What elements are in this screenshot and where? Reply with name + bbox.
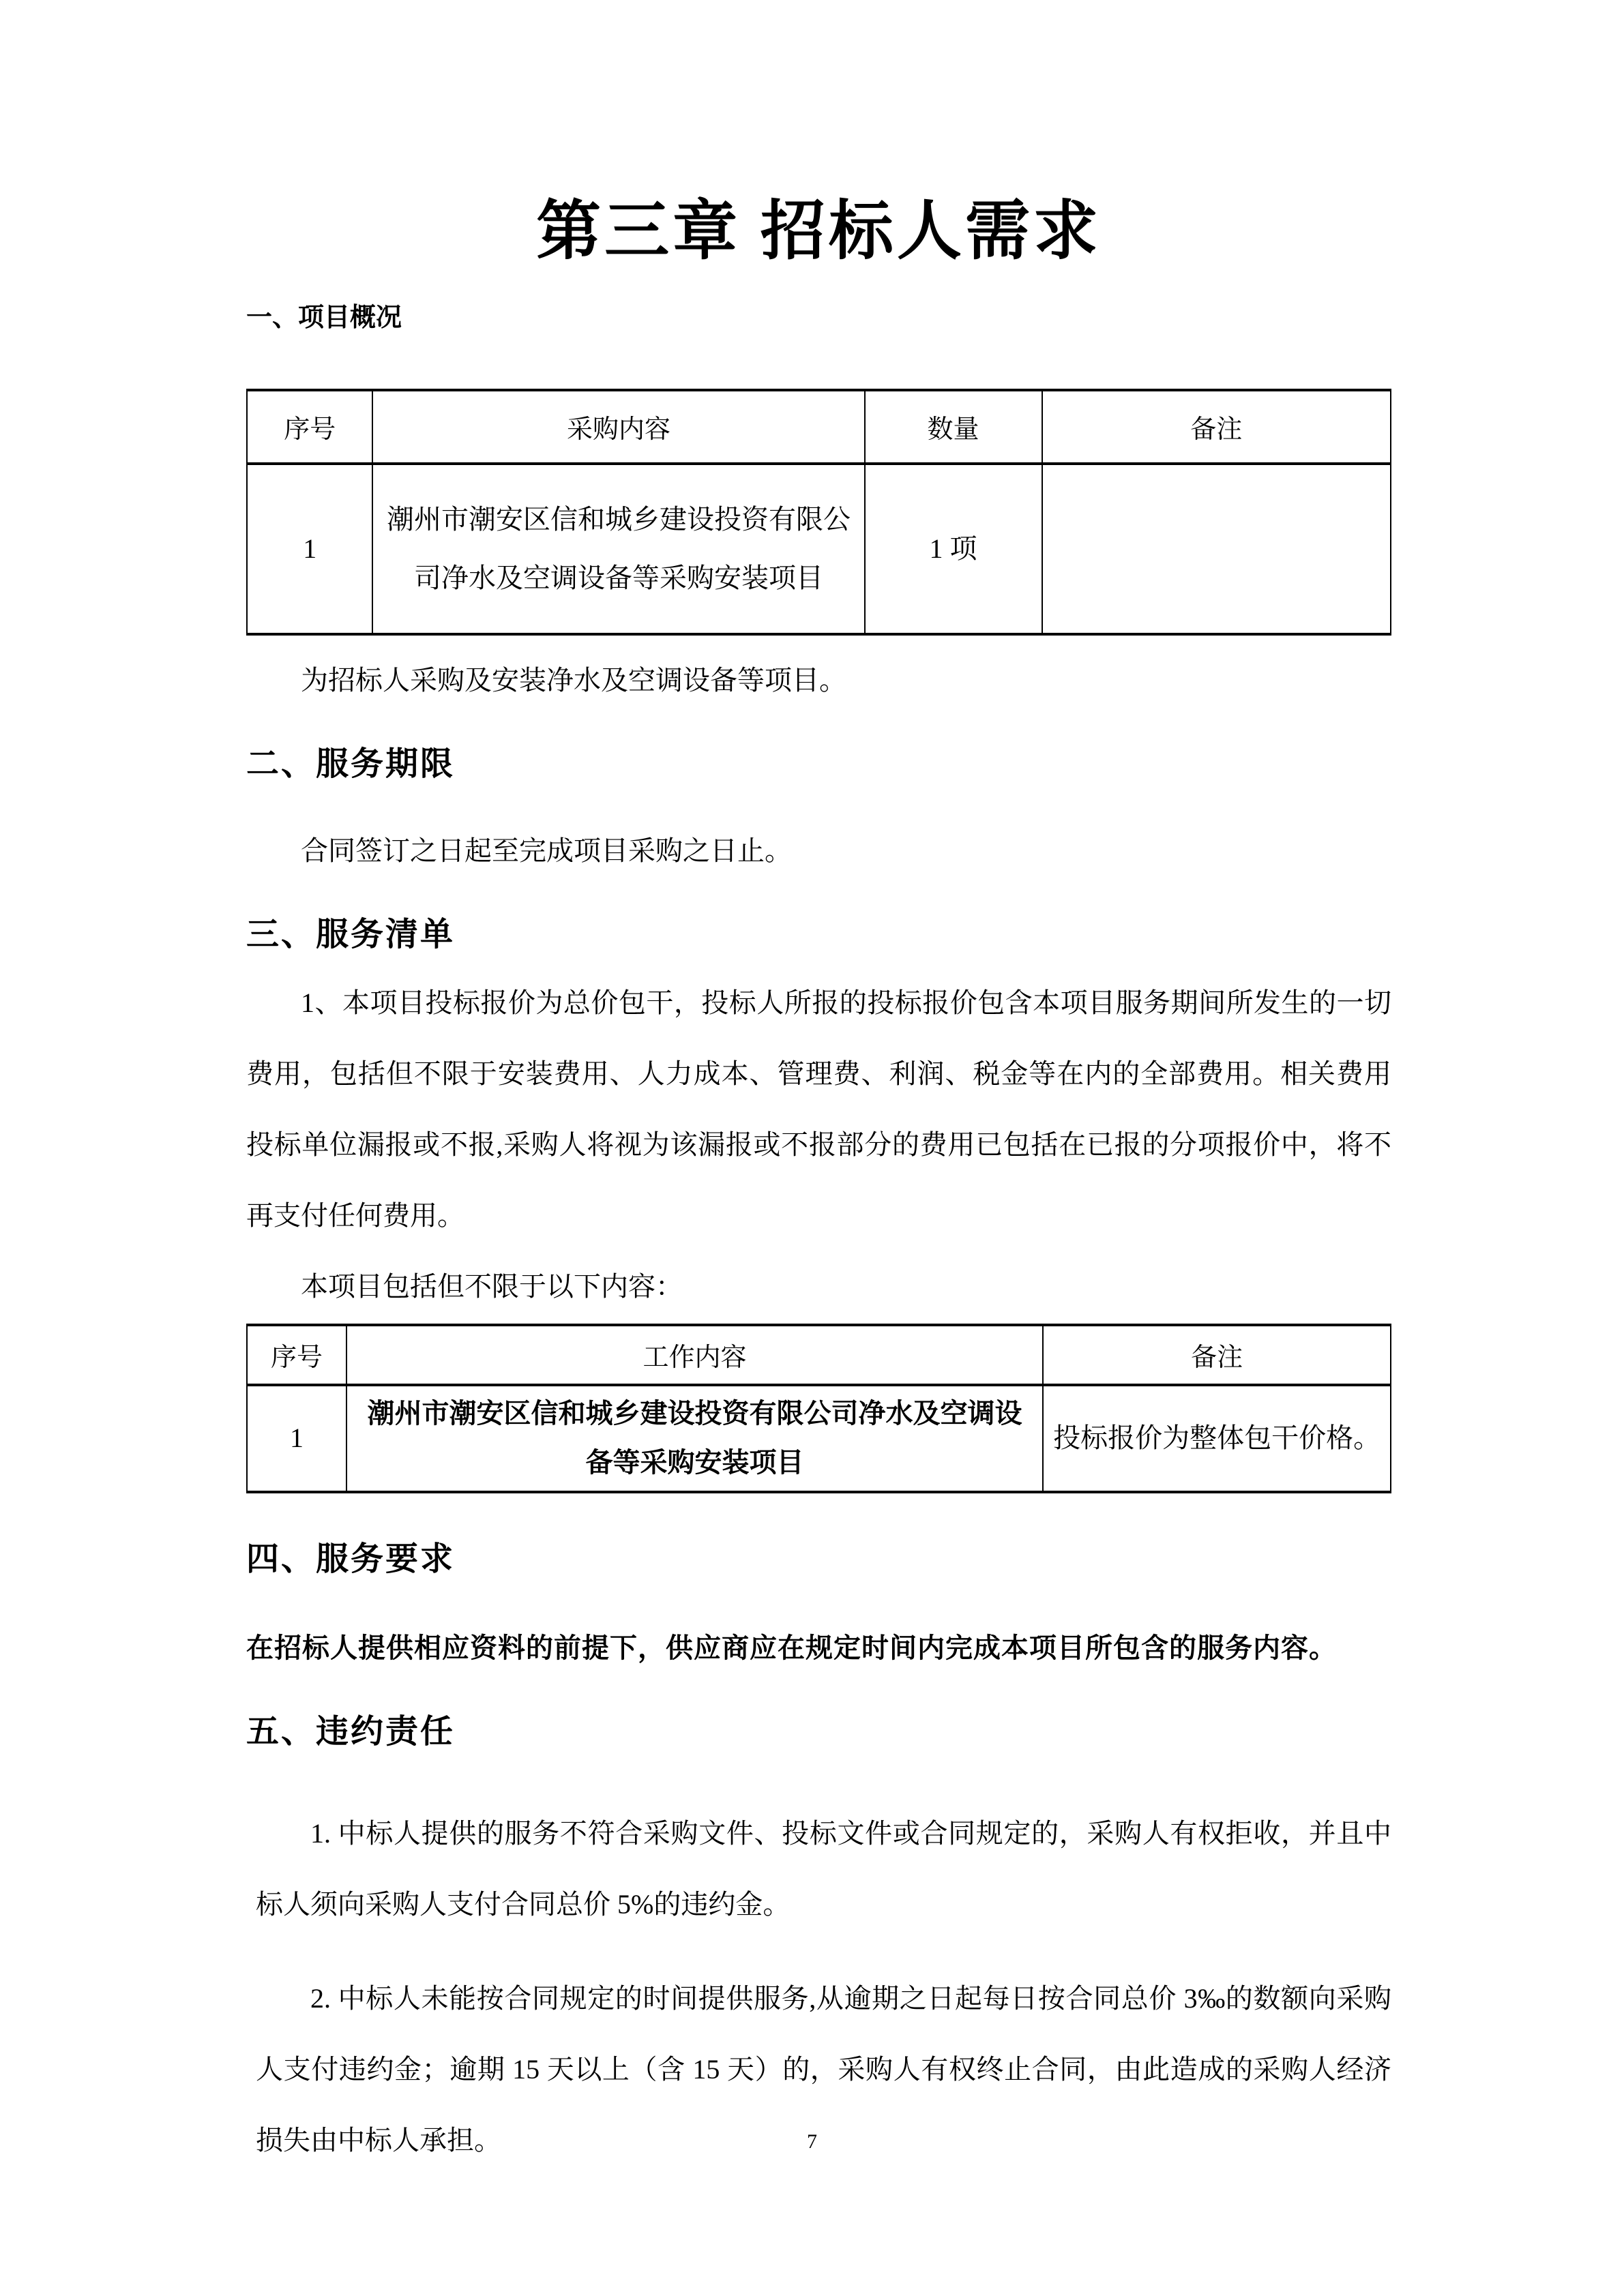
procurement-overview-table bbox=[246, 389, 1391, 636]
section-5-paragraph-1: 1. 中标人提供的服务不符合采购文件、投标文件或合同规定的，采购人有权拒收，并且中标人须向采购人支付合同总价 5%的违约金。 bbox=[256, 1817, 1391, 1920]
section-1-heading: 一、项目概况 bbox=[246, 303, 402, 333]
procurement-overview-table-header bbox=[247, 390, 1391, 464]
section-3-heading: 三、服务清单 bbox=[246, 916, 456, 953]
table-header-row bbox=[247, 390, 1391, 464]
cell-remark bbox=[1042, 464, 1391, 634]
section-2-body: 合同签订之日起至完成项目采购之日止。 bbox=[301, 835, 792, 867]
table-header-row bbox=[247, 1325, 1391, 1385]
work-content-table-header bbox=[247, 1325, 1391, 1385]
section-5-heading: 五、违约责任 bbox=[246, 1713, 456, 1750]
col-header-remark: 备注 bbox=[1042, 390, 1391, 464]
section-3-paragraph-1: 1、本项目投标报价为总价包干，投标人所报的投标报价包含本项目服务期间所发生的一切费用，包括但不限于安装费用、人力成本、管理费、利润、税金等在内的全部费用。相关费用投标单位漏报或不报,采购人将视为该漏报或不报部分的费用已包括在已报的分项报价中，将不再支付任何费用。 bbox=[246, 987, 1391, 1231]
section-5-paragraph-2: 2. 中标人未能按合同规定的时间提供服务,从逾期之日起每日按合同总价 3‰的数额向采购人支付违约金；逾期 15 天以上（含 15 天）的，采购人有权终止合同，由此造成的采购人经济损失由中标人承担。 bbox=[256, 1982, 1391, 2156]
col-header-work-content: 工作内容 bbox=[346, 1325, 1043, 1385]
cell-work-content: 潮州市潮安区信和城乡建设投资有限公司净水及空调设备等采购安装项目 bbox=[346, 1385, 1043, 1493]
page-number: 7 bbox=[807, 2130, 817, 2153]
chapter-title: 第三章 招标人需求 bbox=[536, 195, 1102, 267]
col-header-procurement-content: 采购内容 bbox=[372, 390, 864, 464]
work-content-table bbox=[246, 1324, 1391, 1494]
cell-seq: 1 bbox=[247, 1385, 346, 1493]
cell-seq: 1 bbox=[247, 464, 372, 634]
section-1-note: 为招标人采购及安装净水及空调设备等项目。 bbox=[301, 664, 846, 696]
cell-quantity: 1 项 bbox=[865, 464, 1042, 634]
section-2-heading: 二、服务期限 bbox=[246, 745, 456, 782]
cell-procurement-content: 潮州市潮安区信和城乡建设投资有限公司净水及空调设备等采购安装项目 bbox=[372, 464, 864, 634]
section-3-paragraph-2: 本项目包括但不限于以下内容： bbox=[301, 1270, 683, 1302]
col-header-quantity: 数量 bbox=[865, 390, 1042, 464]
cell-remark: 投标报价为整体包干价格。 bbox=[1043, 1385, 1391, 1493]
col-header-seq: 序号 bbox=[247, 390, 372, 464]
col-header-seq: 序号 bbox=[247, 1325, 346, 1385]
table-row bbox=[247, 1385, 1391, 1493]
col-header-remark: 备注 bbox=[1043, 1325, 1391, 1385]
section-4-heading: 四、服务要求 bbox=[246, 1541, 456, 1578]
section-4-body: 在招标人提供相应资料的前提下，供应商应在规定时间内完成本项目所包含的服务内容。 bbox=[246, 1632, 1337, 1663]
table-row bbox=[247, 464, 1391, 634]
